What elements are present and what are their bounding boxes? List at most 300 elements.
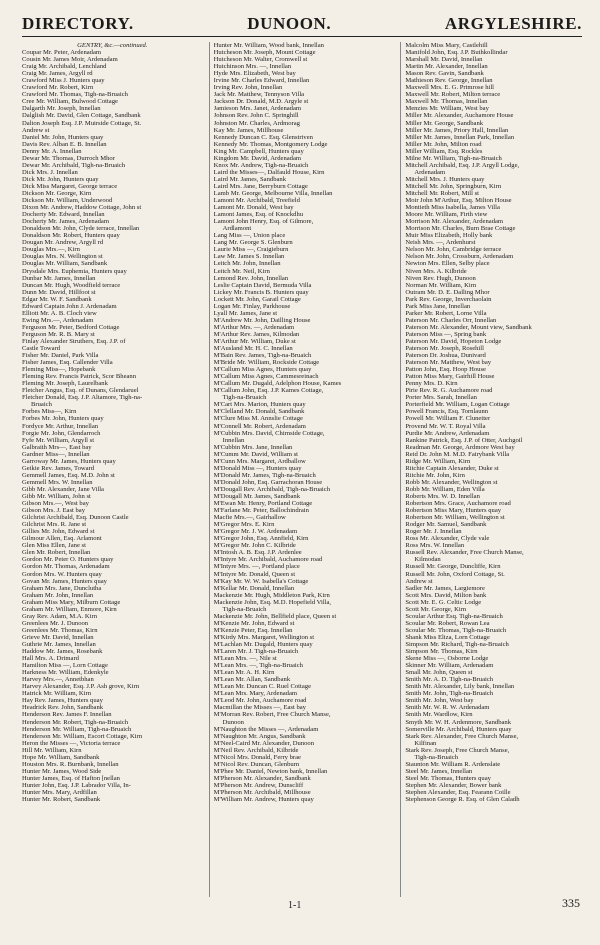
directory-entry: M'Intosh A. B. Esq. J.P. Ardenlee <box>213 549 302 557</box>
directory-entry: M'Gregor Mr. J. W. Ardenadam <box>213 528 298 536</box>
directory-entry: Kingdom Mr. David, Ardenadam <box>213 154 302 162</box>
directory-entry: Park Rev. George, Inverchaolain <box>405 295 492 303</box>
directory-entry: Neish Mrs. —, Ardenhurst <box>405 239 476 247</box>
directory-entry: Ridge Mr. William, Kirn <box>405 457 471 465</box>
directory-entry: M'Ausland Mr. H. C. Innellan <box>213 345 293 353</box>
directory-entry: Moir John M'Arthur, Esq. Milton House <box>405 197 512 205</box>
directory-entry: Dick Mr. John, Hunters quay <box>22 175 99 183</box>
directory-entry: Staunton Mr. William R. Ardenslate <box>405 760 501 768</box>
section-heading: GENTRY, &c.—continued. <box>77 42 148 49</box>
directory-entry: Maxwell Mr. Thomas, Innellan <box>405 98 488 106</box>
directory-entry: Marshall Mr. David, Innellan <box>405 56 483 64</box>
directory-entry: M'Clelland Mr. Donald, Sandbank <box>213 408 305 416</box>
directory-entry: Lamont Mr. Archibald, Treefield <box>213 197 300 205</box>
directory-entry: Miller Mr. James, Innellan Park, Innellan <box>405 133 515 141</box>
directory-entry: Lockett Mr. John, Garail Cottage <box>213 295 301 303</box>
directory-entry: Russell Mr. George, Duncliffe, Kirn <box>405 563 501 571</box>
directory-entry: Maxwell Mrs. E. G. Primrose hill <box>405 84 494 92</box>
directory-entry: M'Kirdy Mrs. Margaret, Wellington st <box>213 633 315 641</box>
directory-entry: Robertson Mr. William, Wellington st <box>405 514 505 522</box>
directory-entry: Stark Rev. Alexander, Free Church Manse, <box>405 732 519 740</box>
directory-entry: Fleming Rev. Francis Patrick, Scor Bheann <box>22 373 137 381</box>
directory-entry: Craig Mr. Archibald, Lenchland <box>22 63 107 71</box>
directory-entry: Fletcher Angus, Esq. of Dunans, Glendaruel <box>22 387 139 395</box>
directory-entry: Lamont Mr. Donald, West bay <box>213 204 294 212</box>
directory-entry: Fordyce Mr. Arthur, Innellan <box>22 422 99 430</box>
directory-entry: Nelson Mr. John, Crossburn, Ardenadam <box>405 253 514 261</box>
directory-entry: Galbraith Mrs—, East bay <box>22 443 92 451</box>
directory-entry: M'Intyre Mrs. —, Portland place <box>213 563 300 571</box>
directory-entry: M'Cart Mrs. Marion, Hunters quay <box>213 401 306 409</box>
directory-entry: Edward Captain John J. Ardenadam <box>22 302 117 310</box>
directory-entry: Lickey Mr. Francis B. Hunters quay <box>213 288 309 296</box>
directory-entry: Andrew st <box>22 126 50 134</box>
directory-entry: Smith Mr. A. D. Tigh-na-Bruaich <box>405 676 494 684</box>
directory-entry: Simpson Mr. Richard, Tigh-na-Bruaich <box>405 640 509 648</box>
directory-entry: Penny Mrs. D. Kirn <box>405 380 458 388</box>
directory-entry: Mitchell Mrs. J. Hunters quay <box>405 175 485 183</box>
directory-entry: Robertson Mrs. Grace, Auchamore road <box>405 500 511 508</box>
directory-entry: Ritchie Mr. John, Kirn <box>405 471 465 479</box>
directory-entry: Robertson Miss Mary, Hunters quay <box>405 507 502 515</box>
directory-entry: Hamilton Miss —, Lorn Cottage <box>22 662 108 670</box>
directory-entry: Milne Mr. William, Tigh-na-Bruaich <box>405 154 502 162</box>
directory-entry: M'Callum Miss Agnes, Cammesreinach <box>213 373 319 381</box>
directory-entry: Castle Toward <box>22 345 61 353</box>
directory-entry: Mason Rev. Gavin, Sandbank <box>405 70 484 78</box>
header-left: DIRECTORY. <box>22 14 134 33</box>
directory-entry: Macfie Mrs.—, Gairhallow <box>213 514 286 522</box>
directory-entry: Fletcher Donald, Esq. J.P. Altamore, Tigh-na- <box>22 394 143 402</box>
directory-entry: Smith Mr. John, West bay <box>405 697 474 705</box>
directory-entry: Innellan <box>222 436 245 444</box>
directory-entry: Stephen Alexander, Esq. Fearann Coille <box>405 788 511 796</box>
directory-entry: Greenlees Mr. J. Dunoon <box>22 619 89 627</box>
directory-entry: Govan Mr. James, Hunters quay <box>22 577 107 585</box>
directory-entry: M'Dougall Mr. James, Sandbank <box>213 493 301 500</box>
directory-entry: Lamont James, Esq. of Knockdhu <box>213 211 304 219</box>
directory-entry: Cousin Mr. James Moir, Ardenadam <box>22 56 118 64</box>
directory-entry: Gibb Mr. Alexander, Jane Villa <box>22 485 104 493</box>
directory-entry: Gibb Mr. William, John st <box>22 493 91 500</box>
directory-entry: M'Lean Mr. Duncan C. Ruel Cottage <box>213 683 312 691</box>
directory-entry: Dick Miss Margaret, George terrace <box>22 182 118 190</box>
directory-entry: Gardner Miss—, Innellan <box>22 450 90 458</box>
directory-entry: M'Lean Mrs. Mary, Ardenadam <box>213 690 298 698</box>
directory-entry: Scoular Arthur Esq. Tigh-na-Bruaich <box>405 612 503 620</box>
directory-entry: Jack Mr. Matthew, Tennyson Villa <box>213 91 305 99</box>
directory-entry: Miller Mr. John, Milton road <box>405 140 482 148</box>
directory-entry: M'William Mr. Andrew, Hunters quay <box>213 796 314 804</box>
directory-entry: Fisher Mr. Daniel, Park Villa <box>22 352 99 360</box>
directory-entry: Stephen Mr. Alexander, Bower bank <box>405 781 502 789</box>
directory-entry: Montieth Miss Isabella, James Villa <box>405 204 500 212</box>
directory-entry: Leitch Mr. Neil, Kirn <box>213 267 270 275</box>
directory-entry: M'Gregor John, Esq. Annfield, Kirn <box>213 535 309 543</box>
directory-entry: M'Lean Mrs. —, Tigh-na-Bruaich <box>213 662 303 670</box>
directory-entry: Gilmour Allen, Esq. Arlamont <box>22 535 102 543</box>
page-header <box>22 8 582 37</box>
directory-entry: M'Farlane Mr. Peter, Ballochindrain <box>213 507 309 515</box>
directory-entry: Laird the Misses—, Dalfauld House, Kirn <box>213 168 325 176</box>
directory-entry: Small Mr. John, Queen st <box>405 669 473 677</box>
directory-entry: M'Lean Mr. Allan, Sandbank <box>213 676 291 684</box>
directory-entry: Gemmell James, Esq. M.D. John st <box>22 471 115 479</box>
directory-entry: Mitchell Mr. Robert, Mill st <box>405 189 479 197</box>
directory-entry: Graham Mr. William, Enmore, Kirn <box>22 605 117 613</box>
directory-entry: Forbes Mr. John, Hunters quay <box>22 415 104 423</box>
directory-entry: Ross Mr. Alexander, Clyde vale <box>405 535 490 543</box>
directory-entry: Kennedy Duncan C. Esq. Glenstriven <box>213 133 313 141</box>
directory-entry: Daniel Mr. John, Hunters quay <box>22 133 104 141</box>
directory-entry: Scott Mrs. David, Milton bank <box>405 591 487 599</box>
directory-entry: Douglas Mrs. N. Wellington st <box>22 253 103 261</box>
directory-entry: Houston Mrs. R. Burnbank, Innellan <box>22 760 119 768</box>
directory-entry: Patton John, Esq. Hoop House <box>405 366 486 374</box>
directory-entry: Graham Mrs. Jane, Dunclutha <box>22 584 102 592</box>
directory-entry: Mackenzie Mr. John, Bellfield place, Queen st <box>213 612 337 620</box>
directory-entry: Drysdale Mrs. Euphemia, Hunters quay <box>22 267 127 275</box>
directory-entry: Roberts Mrs. W. D. Innellan <box>405 493 480 500</box>
directory-entry: Glen Miss Ellen, Jane st <box>22 542 86 550</box>
directory-entry: M'Leod Mr. John, Auchamore road <box>213 697 307 705</box>
page-number: 335 <box>562 896 580 910</box>
directory-entry: M'Phee Mr. Daniel, Newton bank, Innellan <box>213 767 328 775</box>
directory-entry: Paterson Mr. Charles Orr, Innellan <box>405 316 497 324</box>
directory-entry: Moore Mr. William, Firth view <box>405 211 488 219</box>
directory-entry: Malcolm Miss Mary, Castlehill <box>405 42 488 49</box>
directory-entry: Newton Mrs. Ellen, Selby place <box>405 260 490 268</box>
directory-entry: Parker Mr. Robert, Lorne Villa <box>405 309 487 317</box>
directory-entry: Denny Mr. A. Innellan <box>22 147 82 155</box>
directory-entry: Steel Mr. Thomas, Hunters quay <box>405 774 491 782</box>
directory-entry: Paterson Mr. Matthew, West bay <box>405 359 492 367</box>
directory-entry: M'Bride Mr. William, Rockside Cottage <box>213 359 320 367</box>
directory-entry: Smith Mr. Alexander, Lily bank, Innellan <box>405 683 515 691</box>
directory-entry: Smyth Mr. W. H. Ardenmore, Sandbank <box>405 718 512 726</box>
directory-entry: Miller Mr. Alexander, Auchamore House <box>405 112 514 120</box>
directory-entry: Smith Mr. John, Tigh-na-Bruaich <box>405 690 494 698</box>
directory-entry: M'Nicol Mrs. Donald, Ferry brae <box>213 753 301 761</box>
directory-entry: Elliott Mr. A. B. Cloch view <box>22 309 97 317</box>
directory-entry: Robb Mr. Alexander, Wellington st <box>405 478 498 486</box>
directory-entry: Porterfield Mr. William, Logan Cottage <box>405 401 510 409</box>
directory-entry: Hunter Mr. William, Wood bank, Innellan <box>213 42 324 49</box>
directory-entry: Knox Mr. Andrew, Tigh-na-Bruaich <box>213 161 309 169</box>
directory-entry: Nelson Mr. John, Cambridge terrace <box>405 246 502 254</box>
directory-entry: Provend Mr. W. T. Royal Villa <box>405 422 486 430</box>
directory-entry: M'Pherson Mr. Archibald, Millhouse <box>213 788 311 796</box>
directory-entry: Henderson Mr. Robert, Tigh-na-Bruaich <box>22 718 129 726</box>
directory-entry: Maxwell Mr. Robert, Milton terrace <box>405 91 501 99</box>
directory-entry: Paterson Miss —, Spring bank <box>405 330 487 338</box>
directory-entry: Henderson Mr. William, Tigh-na-Bruaich <box>22 725 132 733</box>
directory-entry: Geikie Rev. James, Toward <box>22 464 95 472</box>
directory-entry: M'Naughton the Misses —, Ardenadam <box>213 725 319 733</box>
directory-entry: Skene Miss —, Osborne Lodge <box>405 655 489 663</box>
directory-entry: M'Arthur Mr. William, Duke st <box>213 337 296 345</box>
directory-entry: M'Intyre Mr. Donald, Queen st <box>213 570 296 578</box>
directory-entry: Dewar Mr. Thomas, Durroch Mhor <box>22 154 115 162</box>
directory-entry: Martin Mr. Alexander, Innellan <box>405 63 488 71</box>
directory-entry: M'Bain Rev. James, Tigh-na-Bruaich <box>213 352 312 360</box>
directory-entry: Johnston Mr. Charles, Ardmorag <box>213 119 300 127</box>
directory-entry: Coupar Mr. Peter, Ardenadam <box>22 49 102 57</box>
directory-entry: M'Pherson Mr. Alexander, Sandbank <box>213 774 311 782</box>
directory-entry: M'Clure Miss M. Annslie Cottage <box>213 415 303 423</box>
directory-entry: Finlay Alexander Struthers, Esq. J.P. of <box>22 337 126 345</box>
directory-entry: M'Arthur Rev. James, Kilmodan <box>213 330 300 338</box>
directory-columns <box>22 42 586 897</box>
directory-entry: M'Lachlan Mr. Dugald, Hunters quay <box>213 640 313 648</box>
directory-entry: Mackenzie John, Esq. M.D. Hopefield Villa, <box>213 598 332 606</box>
directory-entry: Simpson Mr. Thomas, Kirn <box>405 648 478 656</box>
directory-entry: M'Callum Mr. Dugald, Adelphon House, Kames <box>213 380 342 388</box>
column-3 <box>400 42 586 897</box>
directory-entry: Sadler Mr. James, Largiemore <box>405 584 485 592</box>
directory-entry: M'Donald Miss —, Hunters quay <box>213 464 302 472</box>
directory-entry: Dalglish Mr. David, Glen Cottage, Sandbank <box>22 112 141 120</box>
directory-entry: M'Nicol Rev. Duncan, Glenburn <box>213 760 300 768</box>
directory-entry: Scoular Mr. Robert, Rowan Lea <box>405 619 490 627</box>
directory-entry: Graham Miss Mary, Milburn Cottage <box>22 598 121 606</box>
directory-entry: Lang Mr. George S. Glenburn <box>213 239 293 247</box>
directory-entry: Forbes Miss—, Kirn <box>22 408 77 416</box>
directory-entry: Dick Mrs. J. Innellan <box>22 168 78 176</box>
directory-entry: M'Lean Mrs. —, Nile st <box>213 655 277 663</box>
directory-entry: M'Arthur Mrs. —, Ardenadam <box>213 323 295 331</box>
directory-entry: Hatrick Mr. William, Kirn <box>22 690 92 698</box>
directory-entry: M'Cubbin Mrs. Jane, Innellan <box>213 443 293 451</box>
directory-entry: Kilmodan <box>414 556 441 564</box>
directory-entry: Edgar Mr. W. F. Sandbank <box>22 295 92 303</box>
directory-entry: Hutchinson Mrs. —, Innellan <box>213 63 292 71</box>
directory-entry: M'Naughton Mr. Angus, Sandbank <box>213 732 306 740</box>
directory-entry: Harkness Mr. William, Edenkyle <box>22 669 109 677</box>
directory-entry: Hall Mrs. A. Drimard <box>22 655 79 663</box>
directory-entry: Mathieson Rev. George, Innellan <box>405 77 493 85</box>
directory-entry: M'Donald Mr. James, Tigh-na-Bruaich <box>213 471 316 479</box>
directory-entry: Tigh-na-Bruaich <box>222 605 267 613</box>
directory-entry: Dickson Mr. William, Underwood <box>22 197 113 205</box>
directory-entry: Lamb Mr. George, Melbourne Villa, Innellan <box>213 189 333 197</box>
directory-entry: Steel Mr. James, Innellan <box>405 767 473 775</box>
directory-entry: M'Lean Mr. A. H. Kirn <box>213 669 275 677</box>
directory-entry: Laird Mrs. Jane, Berryburn Cottage <box>213 182 308 190</box>
directory-entry: Ferguson Mr. Peter, Bedford Cottage <box>22 323 120 331</box>
directory-entry: M'Kenzie Peter, Esq. Innellan <box>213 626 293 634</box>
directory-entry: Hay Rev. James, Hunters quay <box>22 697 103 705</box>
signature-mark: 1-1 <box>288 900 302 911</box>
directory-entry: Hill Mr. William, Kirn <box>22 746 82 754</box>
directory-entry: Docherty Mr. Edward, Innellan <box>22 211 105 219</box>
directory-entry: Gibson Mrs.—, West bay <box>22 500 89 508</box>
column-2 <box>209 42 395 897</box>
header-right: ARGYLESHIRE. <box>444 14 582 33</box>
directory-entry: Logan Mr. Finlay, Parkhouse <box>213 302 291 310</box>
directory-entry: King Mr. Campbell, Hunters quay <box>213 147 304 155</box>
directory-entry: M'Kay Mr. W. W. Isabella's Cottage <box>213 577 309 585</box>
directory-entry: M'Neel-Caird Mr. Alexander, Dunoon <box>213 739 315 747</box>
directory-entry: Dixon Mr. Andrew, Haddow Cottage, John st <box>22 204 142 212</box>
directory-entry: Craig Mr. James, Argyll rd <box>22 70 93 78</box>
directory-entry: M'Intyre Mr. Archibald, Auchamore road <box>213 556 323 564</box>
directory-entry: Laird Mr. James, Sandbank <box>213 175 287 183</box>
directory-entry: Dunoon <box>222 718 244 726</box>
directory-entry: Powell Mr. William F. Clunetter <box>405 415 491 423</box>
directory-entry: M'Donald John, Esq. Garrachoran House <box>213 478 323 486</box>
directory-entry: Crawford Miss J. Hunters quay <box>22 77 105 85</box>
directory-entry: Headrick Rev. John, Sandbank <box>22 704 104 712</box>
directory-entry: Somerville Mr. Archibald, Hunters quay <box>405 725 512 733</box>
directory-entry: M'Callum John, Esq. J.P. Kames Cottage, <box>213 387 324 395</box>
directory-entry: Hunter John, Esq. J.P. Labrador Villa, In- <box>22 781 131 789</box>
directory-entry: Macmillan the Misses —, East bay <box>213 704 306 712</box>
directory-entry: Henderson Rev. James F. Innellan <box>22 711 112 719</box>
directory-entry: Kennedy Mr. Thomas, Montgomery Lodge <box>213 140 328 148</box>
directory-entry: Paterson Dr. Joshua, Dunivard <box>405 352 486 360</box>
directory-entry: M'Pherson Mr. Andrew, Dunscliff <box>213 781 304 789</box>
directory-entry: Smith Mr. W. R. W. Ardenadam <box>405 704 490 712</box>
directory-entry: Ardenadam <box>414 168 446 176</box>
directory-entry: Jackson Dr. Donald, M.D. Argyle st <box>213 98 309 106</box>
directory-entry: M'Andrew Mr. John, Dailling House <box>213 316 311 324</box>
directory-entry: Lemond Rev. John, Innellan <box>213 274 289 282</box>
directory-entry: Ferguson Mr. R. B. Mary st <box>22 330 95 338</box>
directory-entry: Graham Mr. John, Innellan <box>22 591 94 599</box>
directory-entry: Niven Rev. Hugh, Dunoon <box>405 274 476 282</box>
directory-entry: Duncan Mr. Hugh, Woodfield terrace <box>22 281 121 289</box>
directory-entry: Scott Mr. E. G. Celtic Lodge <box>405 598 482 606</box>
header-center: DUNOON. <box>247 14 332 33</box>
directory-entry: Rodger Mr. Samuel, Sandbank <box>405 521 487 529</box>
directory-entry: Hunter Mrs. Mary, Ardfillan <box>22 788 97 796</box>
directory-entry: Hyde Mrs. Elizabeth, West bay <box>213 70 296 78</box>
directory-entry: Douglas Mrs.—, Kirn <box>22 246 80 254</box>
directory-entry: Heron the Misses —, Victoria terrace <box>22 739 121 747</box>
directory-entry: Grieve Mr. David, Innellan <box>22 633 94 641</box>
directory-entry: M'Gregor Mr. John C. Kilbride <box>213 542 296 550</box>
directory-entry: Docherty Mr. James, Ardenadam <box>22 218 109 226</box>
directory-entry: Bruaich <box>31 401 52 409</box>
directory-entry: Donaldson Mr. John, Clyde terrace, Innellan <box>22 225 140 233</box>
directory-entry: Mitchell Archibald, Esq. J.P. Argyll Lodge, <box>405 161 520 169</box>
directory-entry: M'Cunn Mrs. Margaret, Ardballow <box>213 457 306 465</box>
directory-entry: Dewar Mr. Archibald, Tigh-na-Bruaich <box>22 161 126 169</box>
directory-entry: Guthrie Mr. James, Innellan <box>22 640 96 648</box>
directory-entry: Harvey Mrs.—, Annetbhan <box>22 676 94 684</box>
directory-entry: M'Callum Miss Agnes, Hunters quay <box>213 366 312 374</box>
directory-entry: Hutcheson Mr. Walter, Cromwell st <box>213 56 308 64</box>
directory-entry: Hunter Mr. James, Wood Side <box>22 767 102 775</box>
directory-entry: M'Gregor Mrs. E. Kirn <box>213 521 275 529</box>
directory-entry: Norman Mr. William, Kirn <box>405 281 477 289</box>
directory-entry: M'Kellar Mr. Donald, Innellan <box>213 584 295 592</box>
directory-entry: Irvine Mr. Charles Edward, Innellan <box>213 77 310 85</box>
directory-entry: Paterson Mr. David, Hopeton Lodge <box>405 337 502 345</box>
directory-entry: Leitch Mr. John, Innellan <box>213 260 281 268</box>
directory-entry: Henderson Mr. William, Escort Cottage, Kirn <box>22 732 143 740</box>
directory-entry: Pirie Rev. R. G. Auchamore road <box>405 387 493 395</box>
directory-entry: Dalgarth Mr. Joseph, Innellan <box>22 105 101 113</box>
directory-entry: Hunter James, Esq. of Hafton [nellan <box>22 774 120 782</box>
directory-entry: M'Cumm Mr. David, William st <box>213 450 298 458</box>
directory-entry: Hutcheson Mr. Joseph, Mount Cottage <box>213 49 316 57</box>
directory-entry: Gemmell Mrs. W. Innellan <box>22 478 93 486</box>
directory-entry: Gibson Mrs. J. East bay <box>22 507 86 515</box>
directory-entry: Russell Rev. Alexander, Free Church Manse, <box>405 549 524 557</box>
directory-entry: Crawford Mr. Thomas, Tigh-na-Bruaich <box>22 91 128 99</box>
directory-entry: Andrew st <box>405 577 433 585</box>
directory-entry: Tigh-na-Bruaich <box>414 753 459 761</box>
directory-entry: Douglas Mr. William, Sandbank <box>22 260 108 268</box>
directory-entry: Paterson Mr. Alexander, Mount view, Sandbank <box>405 323 532 331</box>
directory-entry: Park Miss Jane, Innellan <box>405 302 471 310</box>
directory-entry: Gordon Mr. Peter O. Hunters quay <box>22 556 114 564</box>
directory-entry: Forgie Mr. John, Glendarroch <box>22 429 101 437</box>
directory-entry: Ritchie Captain Alexander, Duke st <box>405 464 499 472</box>
directory-entry: Smith Mr. Wardlow, Kirn <box>405 711 473 719</box>
directory-entry: Crawford Mr. Robert, Kirn <box>22 84 94 92</box>
directory-entry: Paterson Mr. Joseph, Rosehill <box>405 345 484 353</box>
directory-entry: Niven Mrs. A. Kilbride <box>405 267 467 275</box>
directory-entry: Mackenzie Mr. Hugh, Middleton Park, Kirn <box>213 591 330 599</box>
directory-entry: Kilfinan <box>414 739 437 747</box>
directory-entry: Robb Mr. William, Eden Villa <box>405 485 485 493</box>
directory-entry: Powell Francis, Esq. Tornlaunn <box>405 408 489 416</box>
directory-entry: Davis Rev. Alban E. B. Innellan <box>22 140 107 148</box>
directory-entry: Manifold John, Esq. J.P. Buthkollindar <box>405 49 508 57</box>
directory-entry: Shank Miss Eliza, Lorn Cottage <box>405 633 490 641</box>
directory-entry: Dunbar Mr. James, Innellan <box>22 274 96 282</box>
directory-entry: M'Dougall Rev. Archibald, Tigh-na-Bruaich <box>213 485 330 493</box>
directory-entry: Fyfe Mr. William, Argyll st <box>22 436 95 444</box>
directory-entry: Gilchrist Archibald, Esq. Dunoon Castle <box>22 514 129 522</box>
directory-entry: M'Kenzie Mr. John, Edward st <box>213 619 295 627</box>
directory-entry: Miller Mr. George, Sandbank <box>405 119 484 127</box>
directory-entry: Cree Mr. William, Bulwood Cottage <box>22 98 118 106</box>
directory-entry: Law Mr. James S. Innellan <box>213 253 285 261</box>
directory-entry: Gordon Mr. Thomas, Ardenadam <box>22 563 110 571</box>
directory-entry: Laurie Miss —, Craigieburn <box>213 246 289 254</box>
directory-entry: Gilchrist Mrs. R. Jane st <box>22 521 87 529</box>
directory-entry: Dickson Mr. George, Kirn <box>22 189 92 197</box>
directory-entry: Glen Mr. Robert, Innellan <box>22 549 91 557</box>
directory-entry: Haddow Mr. James, Rosebank <box>22 648 103 656</box>
directory-entry: Fisher James, Esq. Callender Villa <box>22 359 113 367</box>
directory-entry: Patton Miss Mary, Gairhill House <box>405 373 495 381</box>
directory-entry: Stark Rev. Joseph, Free Church Manse, <box>405 746 510 754</box>
directory-entry: Lang Miss —, Union place <box>213 232 286 240</box>
directory-entry: Harvey Alexander, Esq. J.P. Ash grove, Kirn <box>22 683 140 691</box>
directory-entry: Gray Rev. Adam, M.A. Kirn <box>22 612 98 620</box>
directory-entry: Skinner Mr. William, Ardenadam <box>405 662 494 670</box>
directory-entry: Dalton Joseph Esq. J.P. Muirside Cottage, St. <box>22 119 142 127</box>
directory-entry: Tigh-na-Bruaich <box>222 394 267 402</box>
directory-entry: Leslie Captain David, Bermuda Villa <box>213 281 312 289</box>
directory-entry: Miller Mr. James, Priory Hall, Innellan <box>405 126 509 134</box>
directory-entry: Dunn Mr. David, Hillfoot st <box>22 288 96 296</box>
directory-entry: Outram Mr. D. E. Dalling Mhor <box>405 288 490 296</box>
directory-entry: Miller William, Esq. Rockles <box>405 147 483 155</box>
directory-entry: Stephenson George R. Esq. of Glen Caladh <box>405 796 520 804</box>
directory-entry: Donaldson Mr. Robert, Hunters quay <box>22 232 120 240</box>
directory-entry: Garroway Mr. James, Hunters quay <box>22 457 116 465</box>
directory-entry: Fleming Miss—, Hopebank <box>22 366 96 374</box>
directory-entry: Hunter Mr. Robert, Sandbank <box>22 796 101 804</box>
directory-entry: Hope Mr. William, Sandbank <box>22 753 100 761</box>
column-1 <box>22 42 203 897</box>
